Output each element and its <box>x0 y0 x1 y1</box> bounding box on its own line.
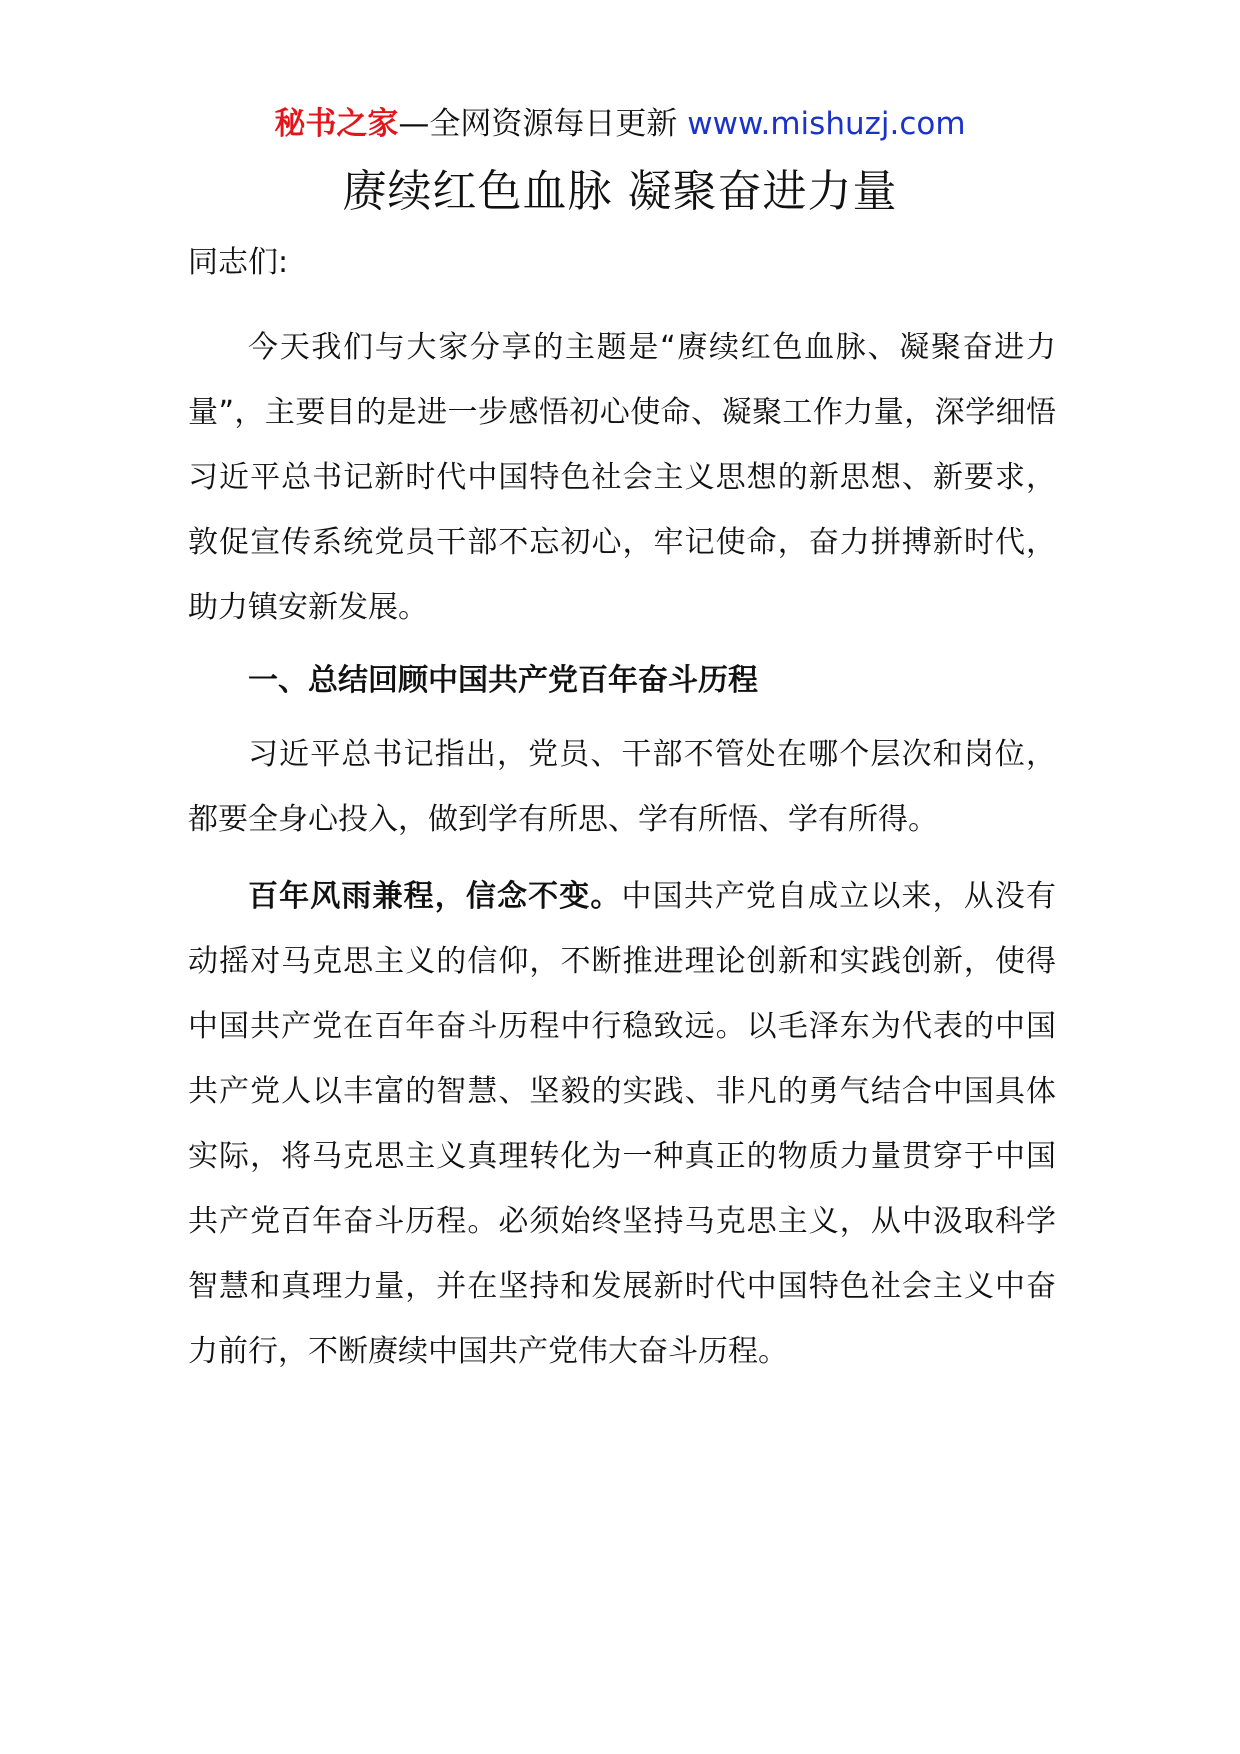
site-brand: 秘书之家 <box>274 106 399 142</box>
site-slogan: —全网资源每日更新 <box>398 106 688 142</box>
paragraph-lead-phrase: 百年风雨兼程，信念不变。 <box>248 879 622 914</box>
document-title: 赓续红色血脉 凝聚奋进力量 <box>342 166 898 217</box>
section-paragraph-2 <box>188 864 1056 1384</box>
site-header <box>0 102 1240 146</box>
intro-paragraph: 今天我们与大家分享的主题是“赓续红色血脉、凝聚奋进力量”，主要目的是进一步感悟初心使命、凝聚工作力量，深学细悟习近平总书记新时代中国特色社会主义思想的新思想、新要求，敦促宣传系统党员干部不忘初心，牢记使命，奋力拼搏新时代，助力镇安新发展。 <box>188 330 1056 625</box>
document-body <box>188 235 1056 1396</box>
paragraph-body-text: 中国共产党自成立以来，从没有动摇对马克思主义的信仰，不断推进理论创新和实践创新，使得中国共产党在百年奋斗历程中行稳致远。以毛泽东为代表的中国共产党人以丰富的智慧、坚毅的实践、非凡的勇气结合中国具体实际，将马克思主义真理转化为一种真正的物质力量贯穿于中国共产党百年奋斗历程。必须始终坚持马克思主义，从中汲取科学智慧和真理力量，并在坚持和发展新时代中国特色社会主义中奋力前行，不断赓续中国共产党伟大奋斗历程。 <box>188 879 1057 1369</box>
salutation: 同志们: <box>188 245 289 280</box>
section-paragraph-1: 习近平总书记指出，党员、干部不管处在哪个层次和岗位，都要全身心投入，做到学有所思、学有所悟、学有所得。 <box>188 737 1056 837</box>
site-url-link[interactable]: www.mishuzj.com <box>687 106 966 142</box>
section-heading: 一、总结回顾中国共产党百年奋斗历程 <box>248 663 758 698</box>
